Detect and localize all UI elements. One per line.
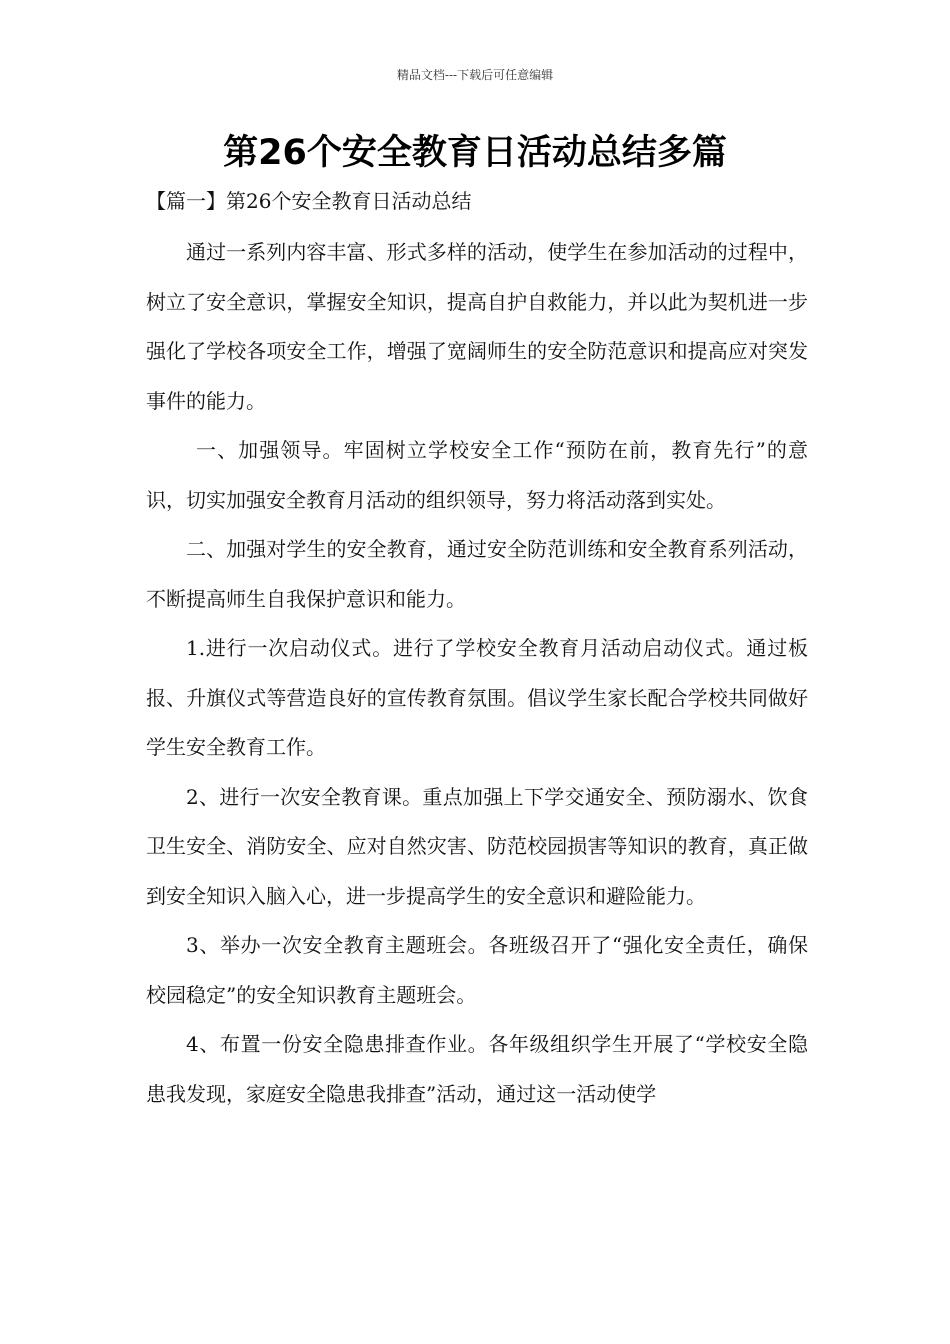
paragraph-theme-meeting: 3、举办一次安全教育主题班会。各班级召开了“强化安全责任，确保校园稳定”的安全知识教育主题班会。: [146, 933, 808, 1007]
paragraph-leadership: 一、加强领导。牢固树立学校安全工作“预防在前，教育先行”的意识，切实加强安全教育月活动的组织领导，努力将活动落到实处。: [146, 438, 808, 512]
paragraph-intro: 通过一系列内容丰富、形式多样的活动，使学生在参加活动的过程中，树立了安全意识，掌握安全知识，提高自护自救能力，并以此为契机进一步强化了学校各项安全工作，增强了宽阔师生的安全防范意识和提高应对突发事件的能力。: [146, 240, 808, 413]
paragraph-student-education: 二、加强对学生的安全教育，通过安全防范训练和安全教育系列活动，不断提高师生自我保护意识和能力。: [146, 537, 808, 611]
paragraph-hazard-homework: 4、布置一份安全隐患排查作业。各年级组织学生开展了“学校安全隐患我发现，家庭安全隐患我排查”活动，通过这一活动使学: [146, 1032, 808, 1106]
document-title: 第26个安全教育日活动总结多篇: [223, 133, 727, 173]
paragraph-safety-class: 2、进行一次安全教育课。重点加强上下学交通安全、预防溺水、饮食卫生安全、消防安全、应对自然灾害、防范校园损害等知识的教育，真正做到安全知识入脑入心，进一步提高学生的安全意识和避险能力。: [146, 784, 808, 908]
paragraph-launch-ceremony: 1.进行一次启动仪式。进行了学校安全教育月活动启动仪式。通过板报、升旗仪式等营造良好的宣传教育氛围。倡议学生家长配合学校共同做好学生安全教育工作。: [146, 636, 808, 759]
section-heading: 【篇一】第26个安全教育日活动总结: [146, 189, 472, 213]
document-body: [146, 228, 808, 1119]
header-note: 精品文档---下载后可任意编辑: [396, 68, 554, 82]
